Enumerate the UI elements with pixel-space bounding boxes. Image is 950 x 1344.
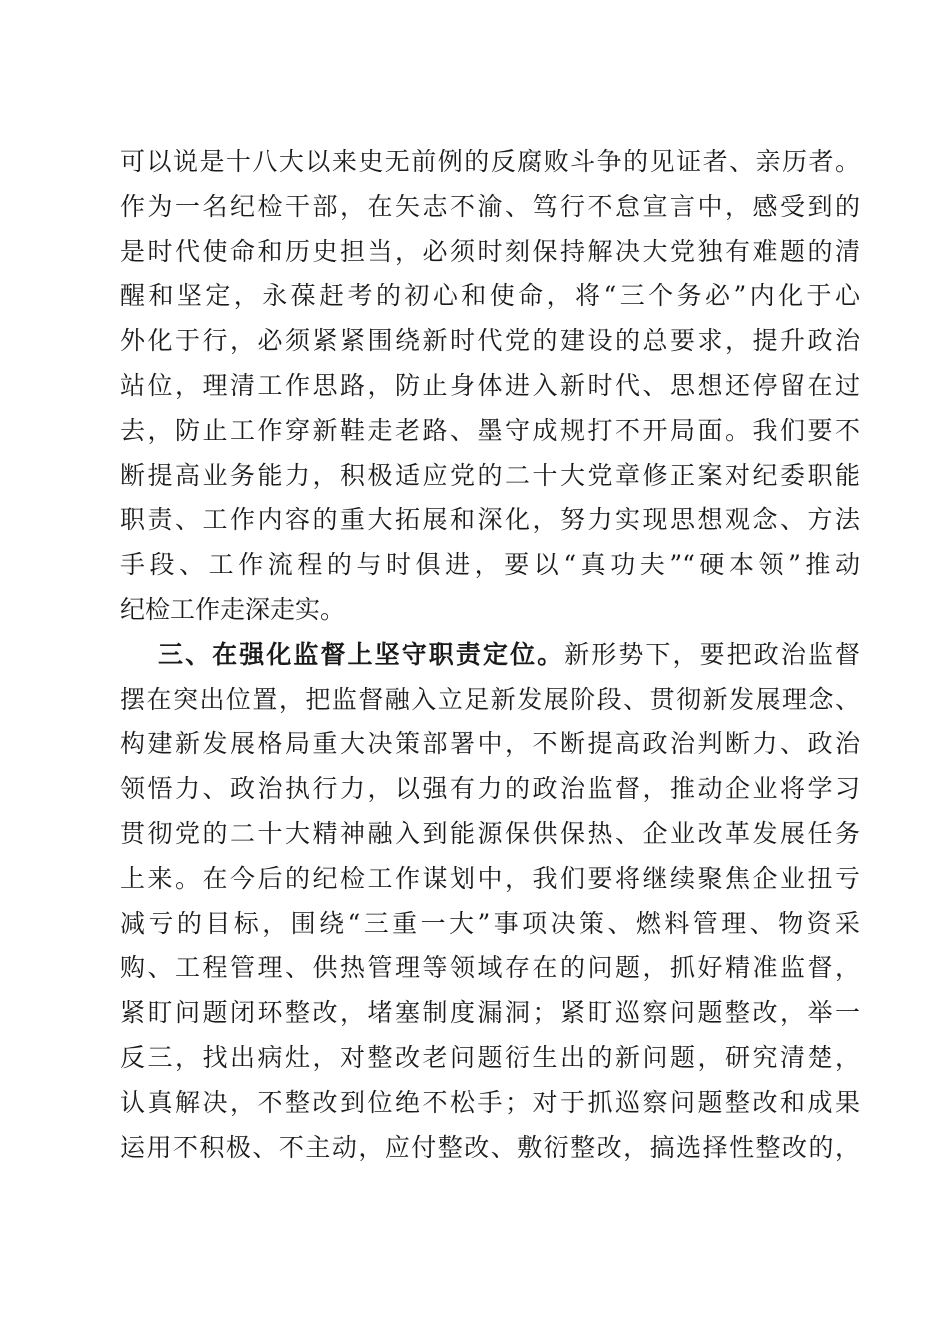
paragraph-line: 认真解决，不整改到位绝不松手；对于抓巡察问题整改和成果 bbox=[120, 1087, 860, 1117]
paragraph-line: 运用不积极、不主动，应付整改、敷衍整改，搞选择性整改的， bbox=[120, 1132, 860, 1162]
paragraph-line: 上来。在今后的纪检工作谋划中，我们要将继续聚焦企业扭亏 bbox=[120, 863, 860, 893]
paragraph-line: 断提高业务能力，积极适应党的二十大党章修正案对纪委职能 bbox=[120, 460, 860, 490]
paragraph-line: 领悟力、政治执行力，以强有力的政治监督，推动企业将学习 bbox=[120, 774, 860, 804]
paragraph-line: 手段、工作流程的与时俱进，要以“真功夫”“硬本领”推动 bbox=[120, 550, 860, 580]
paragraph-line: 购、工程管理、供热管理等领域存在的问题，抓好精准监督， bbox=[120, 953, 860, 983]
paragraph-line: 站位，理清工作思路，防止身体进入新时代、思想还停留在过 bbox=[120, 370, 860, 400]
paragraph-line: 去，防止工作穿新鞋走老路、墨守成规打不开局面。我们要不 bbox=[120, 415, 860, 445]
section-3-heading: 三、在强化监督上坚守职责定位。 bbox=[158, 639, 565, 669]
paragraph-line: 可以说是十八大以来史无前例的反腐败斗争的见证者、亲历者。 bbox=[120, 147, 860, 176]
paragraph-line: 贯彻党的二十大精神融入到能源保供保热、企业改革发展任务 bbox=[120, 818, 860, 848]
paragraph-line: 外化于行，必须紧紧围绕新时代党的建设的总要求，提升政治 bbox=[120, 326, 860, 356]
body-text bbox=[120, 140, 860, 1170]
section-3-first-line bbox=[120, 633, 860, 678]
paragraph-line: 职责、工作内容的重大拓展和深化，努力实现思想观念、方法 bbox=[120, 505, 860, 535]
paragraph-line: 紧盯问题闭环整改，堵塞制度漏洞；紧盯巡察问题整改，举一 bbox=[120, 998, 860, 1028]
paragraph-line: 摆在突出位置，把监督融入立足新发展阶段、贯彻新发展理念、 bbox=[120, 684, 860, 714]
paragraph-line: 构建新发展格局重大决策部署中，不断提高政治判断力、政治 bbox=[120, 729, 860, 759]
paragraph-line: 是时代使命和历史担当，必须时刻保持解决大党独有难题的清 bbox=[120, 236, 860, 266]
paragraph-line: 醒和坚定，永葆赶考的初心和使命，将“三个务必”内化于心 bbox=[120, 281, 860, 311]
paragraph-line: 作为一名纪检干部，在矢志不渝、笃行不怠宣言中，感受到的 bbox=[120, 191, 860, 221]
section-3-first-line-text: 新形势下，要把政治监督 bbox=[564, 639, 860, 669]
paragraph-line: 减亏的目标，围绕“三重一大”事项决策、燃料管理、物资采 bbox=[120, 908, 860, 938]
paragraph-line: 反三，找出病灶，对整改老问题衍生出的新问题，研究清楚， bbox=[120, 1042, 860, 1072]
paragraph-line: 纪检工作走深走实。 bbox=[120, 594, 346, 624]
